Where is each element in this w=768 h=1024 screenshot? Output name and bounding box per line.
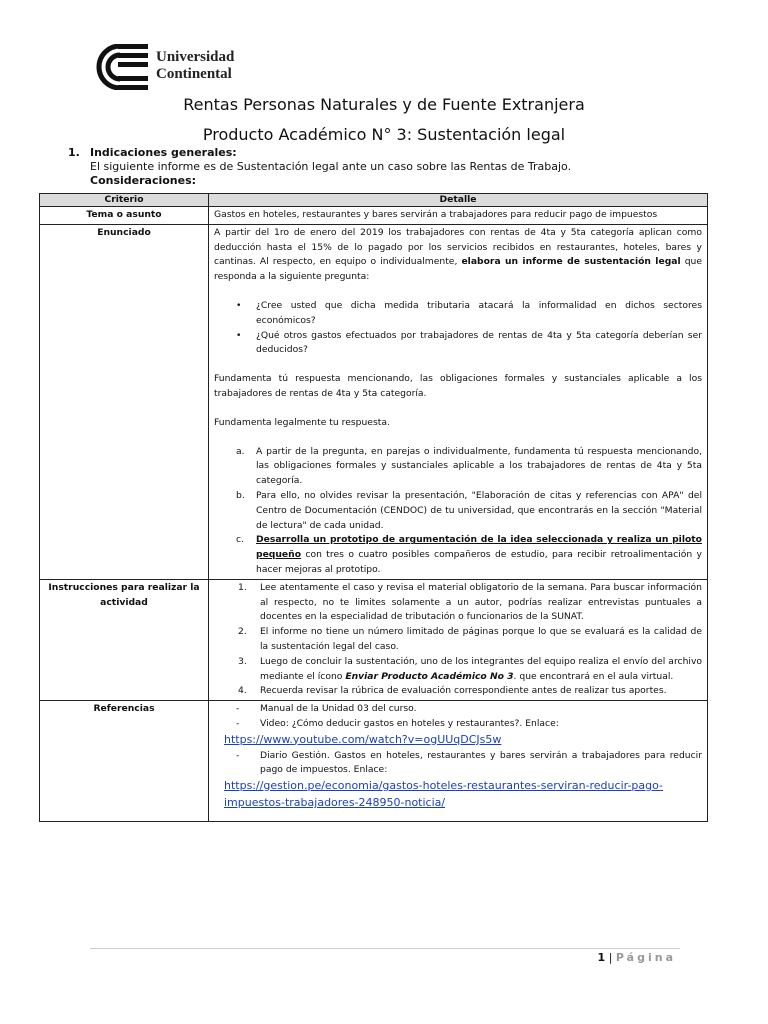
- list-item: 2. El informe no tiene un número limitado de páginas porque lo que se evaluará es la calidad de la sustentación legal del caso.: [238, 626, 702, 652]
- criteria-table: [39, 193, 708, 822]
- gestion-link[interactable]: https://gestion.pe/economia/gastos-hoteles-restaurantes-serviran-reducir-pago-impuestos-trabajadores-248950-noticia/: [224, 779, 664, 809]
- list-item: - Diario Gestión. Gastos en hoteles, restaurantes y bares servirán a trabajadores para reducir pago de impuestos. Enlace:: [236, 749, 702, 776]
- referencias-cell: [209, 701, 708, 822]
- row-label-instrucciones: Instrucciones para realizar la actividad: [40, 579, 209, 700]
- youtube-link[interactable]: https://www.youtube.com/watch?v=ogUUqDCJs5w: [224, 732, 502, 746]
- enunciado-paragraph-3: Fundamenta legalmente tu respuesta.: [214, 416, 390, 428]
- logo-line-2: Continental: [156, 66, 232, 82]
- section-number: 1.: [68, 146, 80, 159]
- document-subtitle: Producto Académico N° 3: Sustentación legal: [202, 125, 566, 144]
- document-title: Rentas Personas Naturales y de Fuente Extranjera: [183, 95, 585, 114]
- list-item: • ¿Qué otros gastos efectuados por trabajadores de rentas de 4ta y 5ta categoría deberían ser deducidos?: [236, 329, 702, 356]
- instructions-list: [214, 581, 702, 699]
- list-item: a. A partir de la pregunta, en parejas o individualmente, fundamenta tú respuesta mencionando, las obligaciones formales y sustanciales aplicable a los trabajadores de rentas de 4ta y 5ta categoría.: [236, 445, 702, 487]
- header-criterio: Criterio: [40, 194, 209, 207]
- table-row: [40, 207, 708, 225]
- list-item: 3. Luego de concluir la sustentación, uno de los integrantes del equipo realiza el envío del archivo mediante el ícono Enviar Producto Académico No 3. que encontrará en el aula virtual.: [238, 655, 702, 682]
- page-word: Página: [615, 951, 676, 964]
- page-number: 1: [597, 951, 606, 964]
- steps-list: [214, 445, 702, 578]
- list-item: - Video: ¿Cómo deducir gastos en hoteles y restaurantes?. Enlace:: [236, 717, 559, 729]
- row-label-referencias: Referencias: [40, 701, 209, 822]
- enunciado-paragraph-2: Fundamenta tú respuesta mencionando, las obligaciones formales y sustanciales aplicable a los trabajadores de rentas de 4ta y 5ta categoría.: [214, 373, 702, 399]
- section-intro: El siguiente informe es de Sustentación legal ante un caso sobre las Rentas de Trabajo.: [90, 160, 572, 173]
- question-list: [214, 299, 702, 358]
- list-item: • ¿Cree usted que dicha medida tributaria atacará la informalidad en dichos sectores económicos?: [236, 299, 702, 326]
- enunciado-paragraph-1: A partir del 1ro de enero del 2019 los trabajadores con rentas de 4ta y 5ta categoría aplican como deducción hasta el 15% de lo pagado por los servicios recibidos en restaurantes, hoteles, bares y cantinas. Al respecto, en equipo o individualmente, elabora un informe de sustentación legal que responda a la siguiente pregunta:: [214, 226, 703, 283]
- table-row: [40, 224, 708, 579]
- table-header-row: [40, 194, 708, 207]
- list-item: 4. Recuerda revisar la rúbrica de evaluación correspondiente antes de realizar tus aportes.: [238, 685, 667, 697]
- list-item: 1. Lee atentamente el caso y revisa el material obligatorio de la semana. Para buscar información al respecto, no te limites solamente a un autor, podrías realizar entrevistas puntuales a docentes en la especialidad de tributación o funcionarios de la SUNAT.: [238, 581, 702, 623]
- list-item: b. Para ello, no olvides revisar la presentación, "Elaboración de citas y referencias con APA" del Centro de Documentación (CENDOC) de tu universidad, que encontrarás en la sección "Material de lectura" de cada unidad.: [236, 489, 702, 531]
- logo-wordmark: [156, 49, 234, 83]
- row-label-enunciado: Enunciado: [40, 224, 209, 579]
- row-label-tema: Tema o asunto: [40, 207, 209, 225]
- header-detalle: Detalle: [209, 194, 708, 207]
- enunciado-cell: [209, 224, 708, 579]
- logo-line-1: Universidad: [156, 49, 235, 65]
- footer-separator: |: [608, 951, 613, 964]
- table-row: [40, 701, 708, 822]
- footer-divider: [90, 948, 680, 949]
- instrucciones-cell: [209, 579, 708, 700]
- tema-text: Gastos en hoteles, restaurantes y bares servirán a trabajadores para reducir pago de impuestos: [209, 207, 708, 225]
- page-footer: [598, 951, 676, 964]
- list-item: c. Desarrolla un prototipo de argumentación de la idea seleccionada y realiza un piloto pequeño con tres o cuatro posibles compañeros de estudio, para recibir retroalimentación y hacer mejoras al prototipo.: [236, 534, 702, 575]
- list-item: - Manual de la Unidad 03 del curso.: [236, 703, 417, 715]
- table-row: [40, 579, 708, 700]
- section-heading: Indicaciones generales:: [90, 146, 237, 159]
- references-list: [214, 702, 702, 732]
- university-logo: [90, 44, 250, 90]
- considerations-heading: Consideraciones:: [90, 174, 197, 187]
- continental-logo-icon: [90, 44, 150, 90]
- references-list-2: [214, 749, 702, 779]
